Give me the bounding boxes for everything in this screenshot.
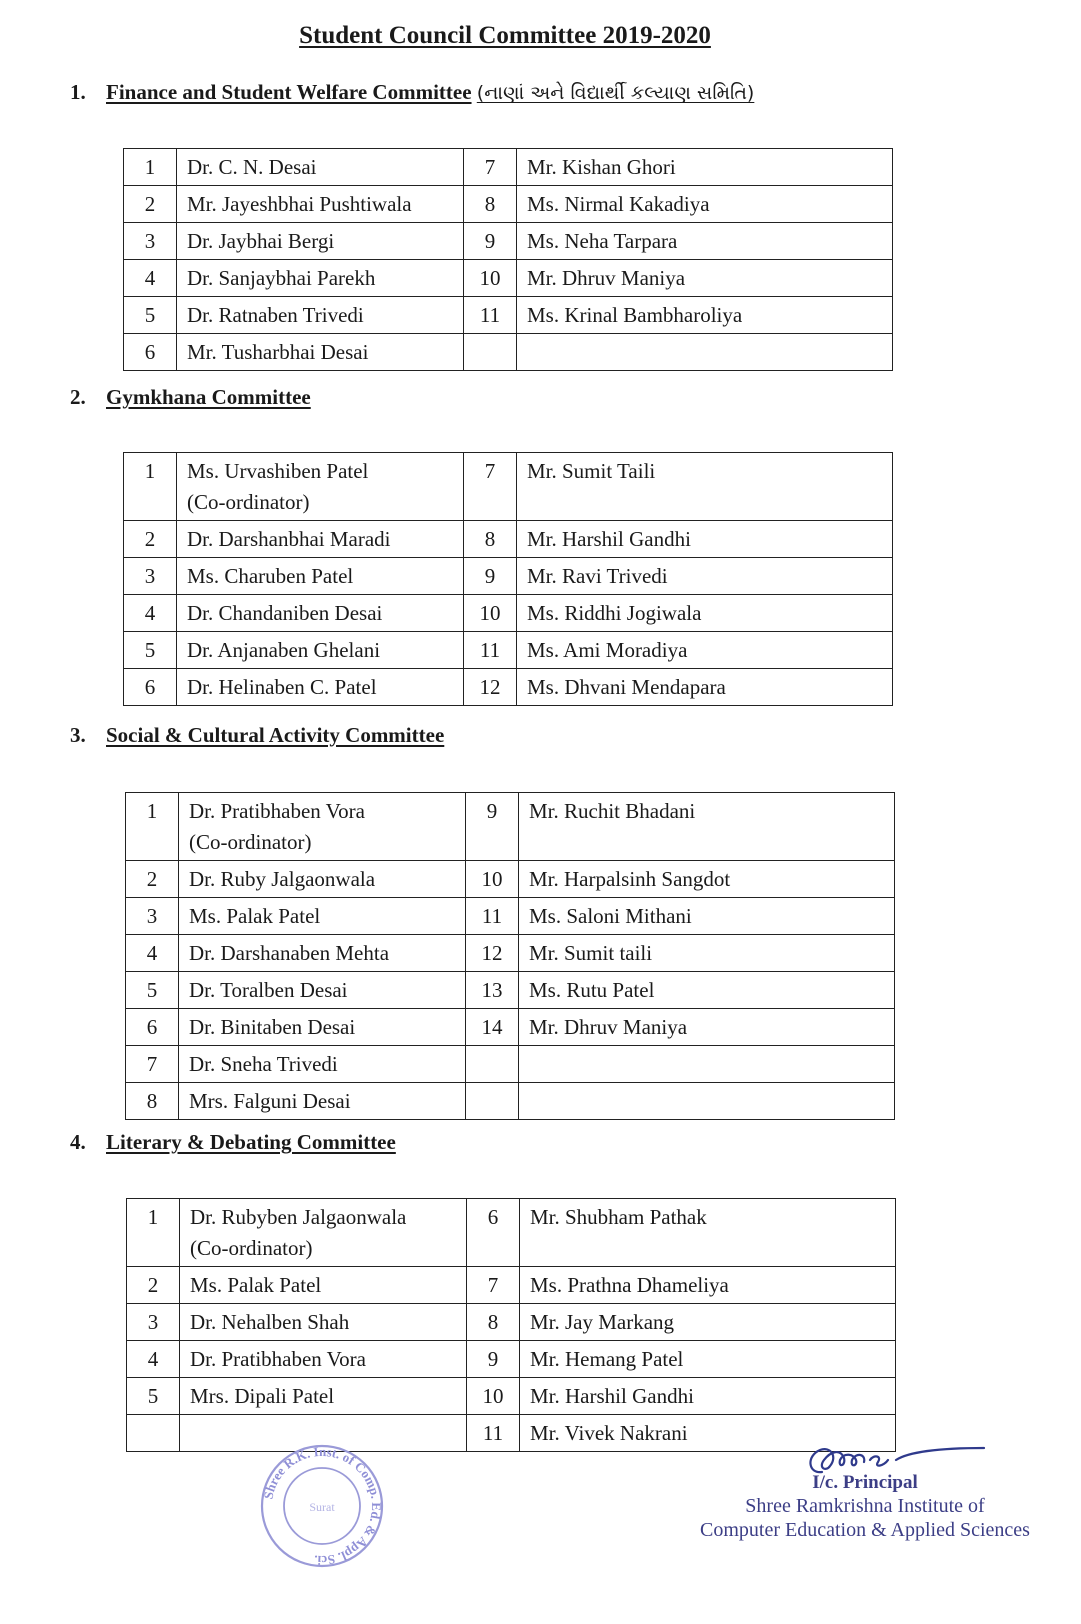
serial-number-left: 5 — [126, 972, 179, 1009]
member-name: Mrs. Dipali Patel — [190, 1384, 335, 1408]
serial-number-right — [464, 334, 517, 371]
member-name-right: Mr. Shubham Pathak — [520, 1199, 896, 1267]
member-name-right: Ms. Rutu Patel — [519, 972, 895, 1009]
serial-number-right: 13 — [466, 972, 519, 1009]
table-row — [124, 334, 893, 371]
serial-number-left: 5 — [124, 632, 177, 669]
serial-number-left: 4 — [127, 1341, 180, 1378]
serial-number-left: 7 — [126, 1046, 179, 1083]
member-name-right: Mr. Harpalsinh Sangdot — [519, 861, 895, 898]
member-name-left — [177, 521, 464, 558]
section-number: 1. — [70, 80, 86, 104]
table-row — [124, 453, 893, 521]
member-name-right: Ms. Neha Tarpara — [517, 223, 893, 260]
member-name: Dr. Darshanbhai Maradi — [187, 527, 391, 551]
member-name: Dr. Toralben Desai — [189, 978, 348, 1002]
member-name-left — [180, 1199, 467, 1267]
member-name: Dr. Anjanaben Ghelani — [187, 638, 381, 662]
serial-number-left: 5 — [127, 1378, 180, 1415]
serial-number-right: 7 — [464, 149, 517, 186]
member-name-left — [179, 972, 466, 1009]
serial-number-right: 7 — [464, 453, 517, 521]
institute-name-line-1: Shree Ramkrishna Institute of — [745, 1495, 985, 1517]
member-name: Dr. Helinaben C. Patel — [187, 675, 377, 699]
serial-number-left: 2 — [127, 1267, 180, 1304]
member-name-right: Mr. Harshil Gandhi — [520, 1378, 896, 1415]
serial-number-left: 5 — [124, 297, 177, 334]
member-name-left — [177, 669, 464, 706]
serial-number-right: 10 — [466, 861, 519, 898]
member-name-right: Mr. Ravi Trivedi — [517, 558, 893, 595]
table-row — [124, 260, 893, 297]
member-name-left — [177, 453, 464, 521]
serial-number-left: 1 — [124, 453, 177, 521]
member-name-right: Ms. Prathna Dhameliya — [520, 1267, 896, 1304]
serial-number-right: 11 — [464, 632, 517, 669]
member-role: (Co-ordinator) — [187, 490, 310, 514]
serial-number-left: 2 — [124, 186, 177, 223]
member-name: Mr. Jayeshbhai Pushtiwala — [187, 192, 412, 216]
member-name-left — [180, 1304, 467, 1341]
member-name-right: Ms. Riddhi Jogiwala — [517, 595, 893, 632]
member-name-left — [180, 1267, 467, 1304]
table-row — [126, 793, 895, 861]
member-name-right: Mr. Sumit Taili — [517, 453, 893, 521]
table-row — [124, 558, 893, 595]
section-heading-literary-debating — [70, 1130, 396, 1155]
serial-number-left: 3 — [124, 558, 177, 595]
member-name-left — [177, 632, 464, 669]
member-name-right: Ms. Ami Moradiya — [517, 632, 893, 669]
serial-number-right — [466, 1083, 519, 1120]
member-name-right: Ms. Krinal Bambharoliya — [517, 297, 893, 334]
member-name-left — [177, 558, 464, 595]
serial-number-right: 10 — [467, 1378, 520, 1415]
member-name-left — [177, 297, 464, 334]
seal-center-text: Surat — [309, 1500, 335, 1514]
member-name-left — [179, 861, 466, 898]
committee-table-social-cultural — [125, 792, 895, 1120]
table-row — [127, 1341, 896, 1378]
member-name-right: Ms. Nirmal Kakadiya — [517, 186, 893, 223]
table-row — [127, 1267, 896, 1304]
serial-number-right: 8 — [467, 1304, 520, 1341]
member-name-left — [177, 223, 464, 260]
committee-table-finance — [123, 148, 893, 371]
member-name-right: Ms. Saloni Mithani — [519, 898, 895, 935]
member-role: (Co-ordinator) — [190, 1236, 313, 1260]
member-name-left — [180, 1341, 467, 1378]
member-name-right: Mr. Sumit taili — [519, 935, 895, 972]
serial-number-left: 4 — [124, 260, 177, 297]
serial-number-left: 2 — [126, 861, 179, 898]
member-name: Dr. Pratibhaben Vora — [189, 799, 365, 823]
member-name-left — [177, 334, 464, 371]
committee-table-gymkhana — [123, 452, 893, 706]
member-name: Dr. Chandaniben Desai — [187, 601, 383, 625]
serial-number-right: 6 — [467, 1199, 520, 1267]
serial-number-left: 8 — [126, 1083, 179, 1120]
serial-number-left: 3 — [127, 1304, 180, 1341]
table-row — [124, 669, 893, 706]
section-number: 2. — [70, 385, 86, 409]
section-heading-social-cultural — [70, 723, 444, 748]
member-name: Mrs. Falguni Desai — [189, 1089, 351, 1113]
table-row — [126, 1046, 895, 1083]
member-name-right: Mr. Ruchit Bhadani — [519, 793, 895, 861]
member-name-left — [180, 1378, 467, 1415]
member-name-right: Ms. Dhvani Mendapara — [517, 669, 893, 706]
section-heading-finance — [70, 80, 754, 105]
member-name-right: Mr. Hemang Patel — [520, 1341, 896, 1378]
member-name-left — [177, 595, 464, 632]
serial-number-left: 1 — [126, 793, 179, 861]
member-name: Ms. Urvashiben Patel — [187, 459, 369, 483]
member-name: Dr. Jaybhai Bergi — [187, 229, 335, 253]
member-name-right: Mr. Vivek Nakrani — [520, 1415, 896, 1452]
table-row — [127, 1378, 896, 1415]
member-name: Dr. Sneha Trivedi — [189, 1052, 338, 1076]
table-row — [124, 521, 893, 558]
table-row — [124, 595, 893, 632]
serial-number-left: 1 — [124, 149, 177, 186]
serial-number-right — [466, 1046, 519, 1083]
member-name: Dr. Ratnaben Trivedi — [187, 303, 364, 327]
member-name: Mr. Tusharbhai Desai — [187, 340, 369, 364]
member-name-left — [179, 898, 466, 935]
member-name: Ms. Palak Patel — [189, 904, 321, 928]
serial-number-right: 9 — [466, 793, 519, 861]
member-name-right: Mr. Kishan Ghori — [517, 149, 893, 186]
serial-number-left: 6 — [124, 669, 177, 706]
section-number: 4. — [70, 1130, 86, 1154]
member-name-right: Mr. Harshil Gandhi — [517, 521, 893, 558]
member-role: (Co-ordinator) — [189, 830, 312, 854]
serial-number-right: 9 — [467, 1341, 520, 1378]
serial-number-right: 10 — [464, 260, 517, 297]
table-row — [126, 1009, 895, 1046]
member-name-right — [517, 334, 893, 371]
section-number: 3. — [70, 723, 86, 747]
serial-number-left: 4 — [126, 935, 179, 972]
serial-number-right: 11 — [466, 898, 519, 935]
member-name-right: Mr. Dhruv Maniya — [519, 1009, 895, 1046]
member-name-right: Mr. Jay Markang — [520, 1304, 896, 1341]
serial-number-right: 9 — [464, 558, 517, 595]
member-name: Ms. Palak Patel — [190, 1273, 322, 1297]
table-row — [127, 1304, 896, 1341]
serial-number-right: 7 — [467, 1267, 520, 1304]
member-name-left — [177, 186, 464, 223]
serial-number-right: 12 — [464, 669, 517, 706]
member-name: Dr. Rubyben Jalgaonwala — [190, 1205, 407, 1229]
serial-number-right: 9 — [464, 223, 517, 260]
serial-number-right: 12 — [466, 935, 519, 972]
table-row — [126, 898, 895, 935]
section-title: Finance and Student Welfare Committee — [106, 80, 472, 104]
member-name: Dr. Pratibhaben Vora — [190, 1347, 366, 1371]
member-name: Dr. Binitaben Desai — [189, 1015, 356, 1039]
section-title: Social & Cultural Activity Committee — [106, 723, 445, 747]
serial-number-right: 14 — [466, 1009, 519, 1046]
committee-table-literary-debating — [126, 1198, 896, 1452]
member-name-right — [519, 1083, 895, 1120]
section-title: Literary & Debating Committee — [106, 1130, 396, 1154]
table-row — [126, 1083, 895, 1120]
member-name-left — [179, 793, 466, 861]
member-name-left — [177, 260, 464, 297]
member-name: Dr. Nehalben Shah — [190, 1310, 350, 1334]
signatory-title: I/c. Principal — [812, 1472, 918, 1493]
table-row — [124, 632, 893, 669]
member-name-right: Mr. Dhruv Maniya — [517, 260, 893, 297]
serial-number-left: 2 — [124, 521, 177, 558]
member-name-left — [179, 1009, 466, 1046]
table-row — [124, 186, 893, 223]
serial-number-left: 6 — [124, 334, 177, 371]
serial-number-left: 3 — [124, 223, 177, 260]
serial-number-left — [127, 1415, 180, 1452]
serial-number-right: 11 — [467, 1415, 520, 1452]
institute-seal-icon — [258, 1442, 386, 1570]
serial-number-left: 1 — [127, 1199, 180, 1267]
section-title-gujarati: (નાણાં અને વિદ્યાર્થી કલ્યાણ સમિતિ) — [476, 82, 755, 104]
member-name: Dr. C. N. Desai — [187, 155, 317, 179]
signature-block — [680, 1438, 1050, 1542]
serial-number-left: 6 — [126, 1009, 179, 1046]
serial-number-right: 10 — [464, 595, 517, 632]
member-name-left — [179, 935, 466, 972]
member-name: Ms. Charuben Patel — [187, 564, 354, 588]
table-row — [126, 935, 895, 972]
page-title: Student Council Committee 2019-2020 — [299, 22, 711, 49]
table-row — [124, 223, 893, 260]
section-heading-gymkhana — [70, 385, 311, 410]
seal-outer-text: Shree R.K. Inst. of Comp. Ed. & Appl. Sci. — [260, 1443, 385, 1569]
member-name-right — [519, 1046, 895, 1083]
member-name: Dr. Ruby Jalgaonwala — [189, 867, 376, 891]
member-name-left — [179, 1046, 466, 1083]
table-row — [127, 1199, 896, 1267]
serial-number-left: 4 — [124, 595, 177, 632]
member-name-left — [177, 149, 464, 186]
member-name-left — [179, 1083, 466, 1120]
serial-number-right: 8 — [464, 521, 517, 558]
member-name: Dr. Sanjaybhai Parekh — [187, 266, 376, 290]
table-row — [124, 149, 893, 186]
member-name: Dr. Darshanaben Mehta — [189, 941, 390, 965]
serial-number-right: 11 — [464, 297, 517, 334]
section-title: Gymkhana Committee — [106, 385, 311, 409]
table-row — [126, 861, 895, 898]
table-row — [126, 972, 895, 1009]
serial-number-right: 8 — [464, 186, 517, 223]
institute-name-line-2: Computer Education & Applied Sciences — [700, 1519, 1030, 1541]
serial-number-left: 3 — [126, 898, 179, 935]
table-row — [124, 297, 893, 334]
